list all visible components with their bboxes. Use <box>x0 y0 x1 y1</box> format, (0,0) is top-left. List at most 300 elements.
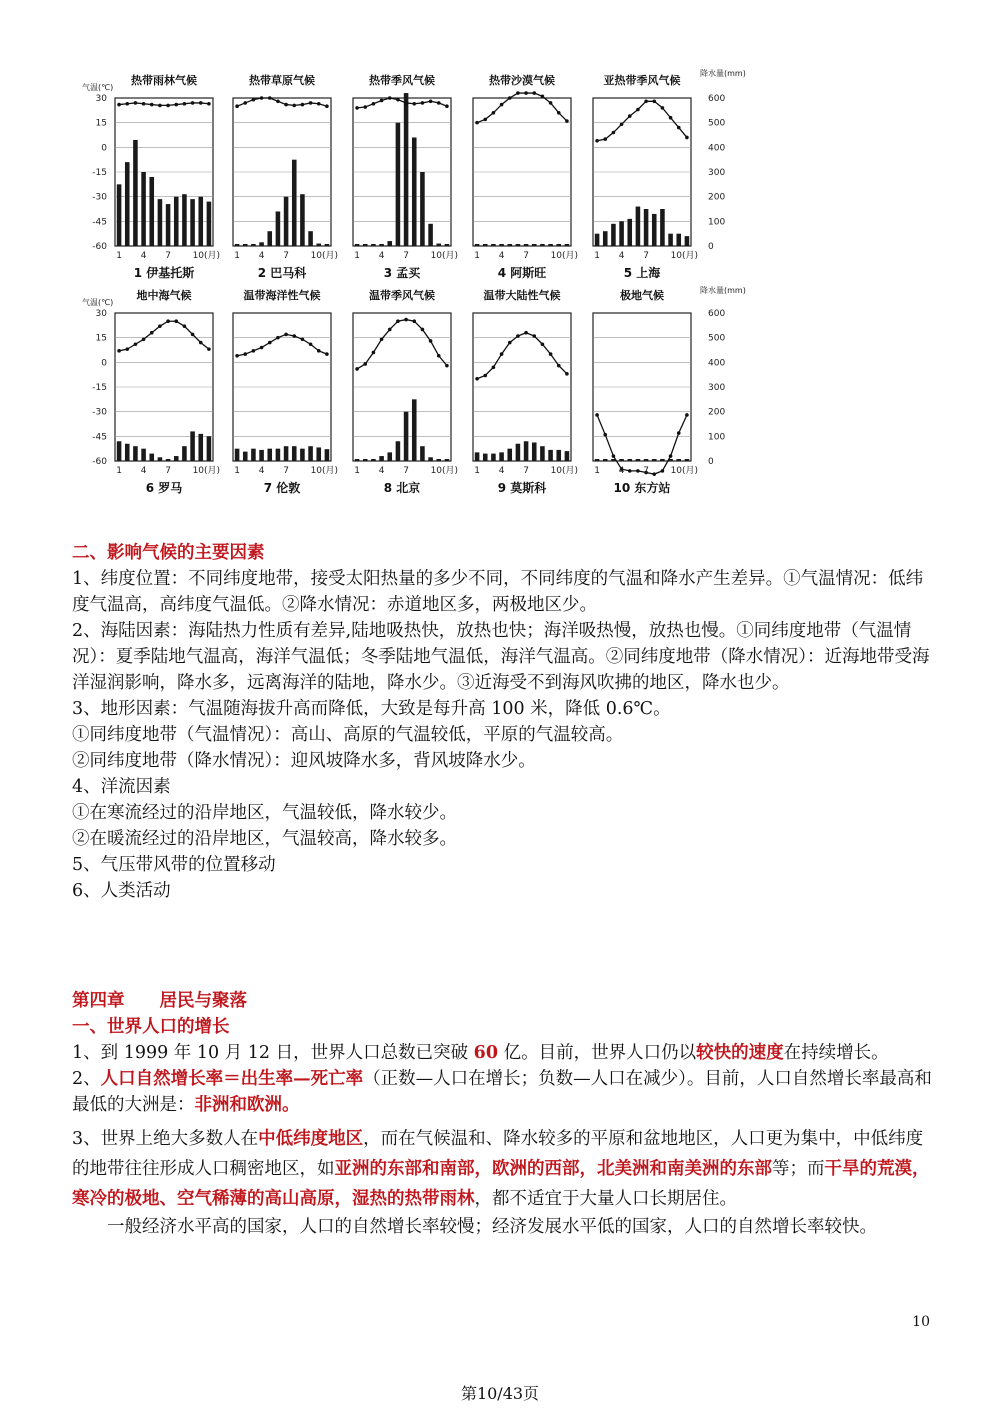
temp-point <box>174 103 178 107</box>
temp-point <box>199 341 203 345</box>
precip-bar <box>685 459 690 461</box>
temp-point <box>235 354 239 358</box>
month-tick-label: 4 <box>258 251 265 261</box>
temp-point <box>301 103 305 107</box>
precip-bar <box>420 172 425 246</box>
temp-point <box>524 91 528 95</box>
temp-point <box>276 336 280 340</box>
temp-point <box>445 104 449 108</box>
precip-bar <box>532 443 537 462</box>
precip-bar <box>540 446 545 461</box>
temp-point <box>150 103 154 107</box>
temp-point <box>363 362 367 366</box>
temp-point <box>134 342 138 346</box>
precip-bar <box>412 137 417 246</box>
precip-bar <box>387 452 392 461</box>
precip-bar <box>524 244 529 246</box>
paragraph: 1、到 1999 年 10 月 12 日，世界人口总数已突破 60 亿。目前，世界人口仍以较快的速度在持续增长。 <box>72 1043 889 1063</box>
precip-bar <box>371 244 376 246</box>
precip-bar <box>644 209 649 246</box>
month-tick-label: 7 <box>403 466 409 476</box>
precip-bar <box>363 459 368 461</box>
temp-point <box>380 338 384 342</box>
precip-bar <box>190 431 195 461</box>
precip-bar <box>198 434 203 461</box>
temp-point <box>174 319 178 323</box>
chapter-title: 第四章 居民与聚落 <box>72 991 247 1011</box>
chart-title: 热带雨林气候 <box>131 74 197 87</box>
paragraph: 一般经济水平高的国家，人口的自然增长率较慢；经济发展水平低的国家，人口的自然增长率较快。 <box>72 1217 877 1237</box>
month-tick-label: 10(月) <box>550 466 579 476</box>
paragraph: 3、地形因素：气温随海拔升高而降低，大致是每升高 100 米，降低 0.6℃。 <box>72 699 671 719</box>
precip-bar <box>316 244 321 246</box>
precip-tick-label: 500 <box>708 333 726 344</box>
precip-bar <box>308 446 313 461</box>
temp-point <box>483 118 487 122</box>
temp-point <box>125 347 129 351</box>
temp-point <box>628 114 632 118</box>
month-tick-label: 7 <box>283 466 289 476</box>
chart-caption: 10 东方站 <box>613 481 671 495</box>
temp-tick-label: -45 <box>92 432 107 443</box>
precip-tick-label: 300 <box>708 168 726 178</box>
temp-point <box>549 352 553 356</box>
month-tick-label: 7 <box>523 466 529 476</box>
precip-bar <box>404 412 409 461</box>
temp-tick-label: -30 <box>92 407 107 418</box>
month-tick-label: 4 <box>618 466 625 476</box>
temp-point <box>421 101 425 105</box>
precip-bar <box>396 123 401 246</box>
temp-point <box>317 102 321 106</box>
paragraph: 5、气压带风带的位置移动 <box>72 855 276 875</box>
precip-bar <box>644 459 649 461</box>
precip-bar <box>627 219 632 246</box>
temp-point <box>612 131 616 135</box>
temp-point <box>532 334 536 338</box>
temp-point <box>158 104 162 108</box>
temp-point <box>292 104 296 108</box>
temp-point <box>117 349 121 353</box>
precip-bar <box>603 231 608 246</box>
precip-bar <box>141 172 146 246</box>
precip-bar <box>445 459 450 461</box>
temp-point <box>677 431 681 435</box>
temp-point <box>404 318 408 322</box>
temp-point <box>268 341 272 345</box>
month-tick-label: 4 <box>140 251 147 261</box>
temp-point <box>183 324 187 328</box>
precip-bar <box>491 454 496 461</box>
month-tick-label: 1 <box>354 466 360 476</box>
precip-bar <box>548 244 553 246</box>
precip-bar <box>133 140 138 246</box>
precip-bar <box>251 244 256 246</box>
temp-point <box>292 334 296 338</box>
temp-point <box>595 139 599 143</box>
temp-tick-label: -15 <box>92 383 107 393</box>
temp-point <box>183 102 187 106</box>
temp-point <box>252 98 256 102</box>
temp-point <box>603 433 607 437</box>
precip-bar <box>259 450 264 461</box>
temp-tick-label: -60 <box>92 457 107 467</box>
paragraph: ①同纬度地带（气温情况）：高山、高原的气温较低，平原的气温较高。 <box>72 725 624 745</box>
temp-point <box>363 105 367 109</box>
temp-point <box>677 126 681 130</box>
month-tick-label: 1 <box>474 251 480 261</box>
precip-bar <box>524 441 529 461</box>
precip-bar <box>491 244 496 246</box>
section-heading: 一、世界人口的增长 <box>72 1017 230 1037</box>
precip-tick-label: 100 <box>708 432 726 443</box>
temp-point <box>396 319 400 323</box>
chart-caption: 9 莫斯科 <box>497 481 547 495</box>
month-tick-label: 7 <box>643 466 649 476</box>
month-tick-label: 1 <box>594 466 600 476</box>
precip-bar <box>436 459 441 461</box>
temp-point <box>309 101 313 105</box>
month-tick-label: 4 <box>618 251 625 261</box>
precip-bar <box>149 177 154 246</box>
temp-point <box>565 372 569 376</box>
precip-tick-label: 0 <box>708 242 714 252</box>
precip-bar <box>619 459 624 461</box>
precip-bar <box>207 436 212 461</box>
precip-bar <box>428 457 433 461</box>
temp-tick-label: 15 <box>95 118 107 129</box>
precip-bar <box>259 242 264 246</box>
month-tick-label: 1 <box>594 251 600 261</box>
chart-title: 热带季风气候 <box>369 74 435 87</box>
chart-title: 温带海洋性气候 <box>243 289 321 302</box>
precip-axis-label: 降水量(mm) <box>700 286 746 295</box>
temp-point <box>557 364 561 368</box>
chart-caption: 4 阿斯旺 <box>497 266 547 280</box>
month-tick-label: 7 <box>643 251 649 261</box>
precip-bar <box>507 244 512 246</box>
precip-bar <box>565 244 570 246</box>
page-footer: 第10/43页 <box>460 1384 540 1403</box>
temp-point <box>437 101 441 105</box>
temp-point <box>661 469 665 473</box>
chart-title: 地中海气候 <box>136 289 192 302</box>
temp-point <box>557 111 561 115</box>
temp-point <box>500 352 504 356</box>
chart-caption: 3 孟买 <box>383 266 421 280</box>
temp-point <box>372 351 376 355</box>
precip-bar <box>182 446 187 461</box>
precip-tick-label: 600 <box>708 94 726 104</box>
temp-point <box>669 116 673 120</box>
chart-title: 温带季风气候 <box>369 289 435 302</box>
temp-point <box>317 349 321 353</box>
temp-point <box>652 99 656 103</box>
temp-tick-label: -60 <box>92 242 107 252</box>
precip-bar <box>292 160 297 246</box>
chart-title: 热带沙漠气候 <box>489 74 555 87</box>
precip-axis-label: 降水量(mm) <box>700 69 746 78</box>
temp-point <box>243 352 247 356</box>
temp-point <box>524 331 528 335</box>
precip-bar <box>166 459 171 461</box>
month-tick-label: 10(月) <box>310 251 339 261</box>
temp-axis-label: 气温(℃) <box>82 83 114 92</box>
precip-bar <box>636 207 641 246</box>
precip-bar <box>325 449 330 461</box>
precip-bar <box>379 456 384 461</box>
precip-bar <box>117 184 122 246</box>
precip-bar <box>243 452 248 461</box>
paragraph: ②同纬度地带（降水情况）：迎风坡降水多，背风坡降水少。 <box>72 751 536 771</box>
precip-bar <box>141 449 146 461</box>
paragraph: 2、人口自然增长率＝出生率—死亡率（正数—人口在增长；负数—人口在减少）。目前，人口自然增长率最高和最低的大洲是：非洲和欧洲。 <box>72 1069 932 1115</box>
month-tick-label: 1 <box>234 251 240 261</box>
temp-point <box>199 101 203 105</box>
paragraph: 4、洋流因素 <box>72 777 171 797</box>
temp-point <box>541 342 545 346</box>
precip-bar <box>276 211 281 246</box>
temp-point <box>150 331 154 335</box>
precip-bar <box>660 459 665 461</box>
precip-bar <box>284 446 289 461</box>
month-tick-label: 7 <box>523 251 529 261</box>
chart-caption: 5 上海 <box>623 266 661 280</box>
precip-bar <box>595 459 600 461</box>
temp-point <box>388 96 392 100</box>
chapter-four <box>72 988 934 1240</box>
temp-point <box>421 328 425 332</box>
temp-point <box>429 339 433 343</box>
paragraph: 3、世界上绝大多数人在中低纬度地区，而在气候温和、降水较多的平原和盆地地区，人口更为集中，中低纬度的地带往往形成人口稠密地区，如亚洲的东部和南部，欧洲的西部，北美洲和南美洲的东部等；而干旱的荒漠，寒冷的极地、空气稀薄的高山高原，湿热的热带雨林，都不适宜于大量人口长期居住。 <box>72 1129 930 1209</box>
temp-point <box>437 354 441 358</box>
month-tick-label: 1 <box>116 466 122 476</box>
temp-point <box>284 333 288 337</box>
month-tick-label: 10(月) <box>670 466 699 476</box>
temp-point <box>628 469 632 473</box>
month-tick-label: 10(月) <box>430 251 459 261</box>
precip-bar <box>652 459 657 461</box>
temp-point <box>516 91 520 95</box>
temp-point <box>603 137 607 141</box>
precip-tick-label: 300 <box>708 383 726 393</box>
month-tick-label: 7 <box>165 251 171 261</box>
precip-bar <box>158 199 163 246</box>
temp-point <box>412 102 416 106</box>
temp-point <box>685 413 689 417</box>
temp-point <box>309 342 313 346</box>
temp-point <box>565 119 569 123</box>
precip-bar <box>371 459 376 461</box>
temp-point <box>669 454 673 458</box>
temp-point <box>595 413 599 417</box>
temp-point <box>492 111 496 115</box>
temp-point <box>532 91 536 95</box>
paragraph: ①在寒流经过的沿岸地区，气温较低，降水较少。 <box>72 803 457 823</box>
precip-bar <box>166 204 171 246</box>
precip-bar <box>548 450 553 461</box>
precip-bar <box>475 452 480 461</box>
temp-point <box>243 101 247 105</box>
temp-axis-label: 气温(℃) <box>82 298 114 307</box>
temp-point <box>636 108 640 112</box>
precip-tick-label: 200 <box>708 407 726 418</box>
precip-bar <box>603 459 608 461</box>
temp-point <box>325 104 329 108</box>
temp-point <box>117 103 121 107</box>
temp-tick-label: -15 <box>92 168 107 178</box>
precip-bar <box>627 459 632 461</box>
precip-bar <box>117 441 122 461</box>
precip-bar <box>420 446 425 461</box>
temp-point <box>325 352 329 356</box>
precip-bar <box>363 244 368 246</box>
temp-tick-label: -45 <box>92 217 107 228</box>
precip-bar <box>235 244 240 246</box>
month-tick-label: 10(月) <box>430 466 459 476</box>
precip-bar <box>540 244 545 246</box>
temp-point <box>260 346 264 350</box>
temp-tick-label: 0 <box>101 358 107 369</box>
temp-point <box>276 99 280 103</box>
month-tick-label: 1 <box>116 251 122 261</box>
precip-bar <box>284 197 289 246</box>
precip-bar <box>436 244 441 246</box>
precip-bar <box>182 194 187 246</box>
temp-point <box>445 364 449 368</box>
precip-bar <box>475 244 480 246</box>
temp-tick-label: -30 <box>92 192 107 203</box>
precip-bar <box>685 236 690 246</box>
chart-caption: 7 伦敦 <box>263 481 301 495</box>
month-tick-label: 10(月) <box>192 251 221 261</box>
precip-bar <box>507 449 512 461</box>
temp-point <box>404 101 408 105</box>
temp-point <box>207 102 211 106</box>
precip-bar <box>404 93 409 246</box>
precip-bar <box>636 459 641 461</box>
precip-bar <box>499 244 504 246</box>
precip-bar <box>396 441 401 461</box>
precip-bar <box>660 209 665 246</box>
month-tick-label: 10(月) <box>550 251 579 261</box>
temp-point <box>158 324 162 328</box>
temp-point <box>508 96 512 100</box>
section-climate-factors <box>72 540 934 904</box>
chart-caption: 8 北京 <box>383 481 421 495</box>
section-heading: 二、影响气候的主要因素 <box>72 543 265 563</box>
temp-point <box>268 96 272 100</box>
temp-point <box>142 338 146 342</box>
precip-bar <box>445 244 450 246</box>
precip-bar <box>125 162 130 246</box>
precip-bar <box>316 447 321 461</box>
precip-tick-label: 600 <box>708 309 726 319</box>
chart-title: 温带大陆性气候 <box>483 289 561 302</box>
temp-point <box>483 374 487 378</box>
temp-point <box>134 101 138 105</box>
temp-point <box>612 454 616 458</box>
temp-point <box>388 328 392 332</box>
chart-title: 热带草原气候 <box>249 74 315 87</box>
temp-point <box>685 136 689 140</box>
precip-bar <box>243 244 248 246</box>
temp-point <box>372 102 376 106</box>
precip-bar <box>483 244 488 246</box>
month-tick-label: 7 <box>403 251 409 261</box>
precip-bar <box>174 456 179 461</box>
temp-point <box>492 365 496 369</box>
temp-point <box>644 99 648 103</box>
temp-point <box>380 99 384 103</box>
temp-point <box>166 104 170 108</box>
temp-point <box>166 319 170 323</box>
precip-bar <box>532 244 537 246</box>
precip-bar <box>308 231 313 246</box>
month-tick-label: 10(月) <box>310 466 339 476</box>
precip-bar <box>300 194 305 246</box>
precip-bar <box>387 241 392 246</box>
temp-point <box>142 102 146 106</box>
precip-bar <box>379 244 384 246</box>
month-tick-label: 4 <box>140 466 147 476</box>
precip-bar <box>198 197 203 246</box>
temp-point <box>620 123 624 127</box>
precip-tick-label: 400 <box>708 358 726 369</box>
precip-tick-label: 200 <box>708 192 726 203</box>
temp-point <box>516 334 520 338</box>
precip-bar <box>292 446 297 461</box>
temp-point <box>207 347 211 351</box>
precip-tick-label: 0 <box>708 457 714 467</box>
temp-point <box>636 469 640 473</box>
chart-caption: 6 罗马 <box>145 481 183 495</box>
precip-bar <box>325 244 330 246</box>
temp-point <box>301 338 305 342</box>
precip-bar <box>556 450 561 461</box>
chart-caption: 1 伊基托斯 <box>133 266 195 280</box>
temp-point <box>125 102 129 106</box>
precip-bar <box>174 197 179 246</box>
month-tick-label: 10(月) <box>670 251 699 261</box>
precip-bar <box>412 399 417 461</box>
month-tick-label: 7 <box>165 466 171 476</box>
page-number: 10 <box>912 1314 930 1330</box>
temp-point <box>235 104 239 108</box>
temp-point <box>284 103 288 107</box>
chart-title: 亚热带季风气候 <box>603 74 681 87</box>
precip-bar <box>251 449 256 461</box>
temp-point <box>260 96 264 100</box>
temp-point <box>355 367 359 371</box>
paragraph: 2、海陆因素：海陆热力性质有差异,陆地吸热快，放热也快；海洋吸热慢，放热也慢。①同纬度地带（气温情况）：夏季陆地气温高，海洋气温低；冬季陆地气温低，海洋气温高。②同纬度地带（降水情况）：近海地带受海洋湿润影响，降水多，远离海洋的陆地，降水少。③近海受不到海风吹拂的地区，降水也少。 <box>72 621 930 693</box>
precip-bar <box>483 454 488 461</box>
precip-bar <box>676 459 681 461</box>
precip-bar <box>276 449 281 461</box>
precip-bar <box>652 214 657 246</box>
chart-title: 极地气候 <box>620 289 664 302</box>
temp-point <box>252 349 256 353</box>
precip-bar <box>355 244 360 246</box>
month-tick-label: 4 <box>498 466 505 476</box>
precip-bar <box>428 224 433 246</box>
month-tick-label: 4 <box>498 251 505 261</box>
precip-bar <box>516 444 521 461</box>
temp-point <box>429 99 433 103</box>
temp-point <box>541 95 545 99</box>
temp-point <box>500 103 504 107</box>
precip-bar <box>355 459 360 461</box>
